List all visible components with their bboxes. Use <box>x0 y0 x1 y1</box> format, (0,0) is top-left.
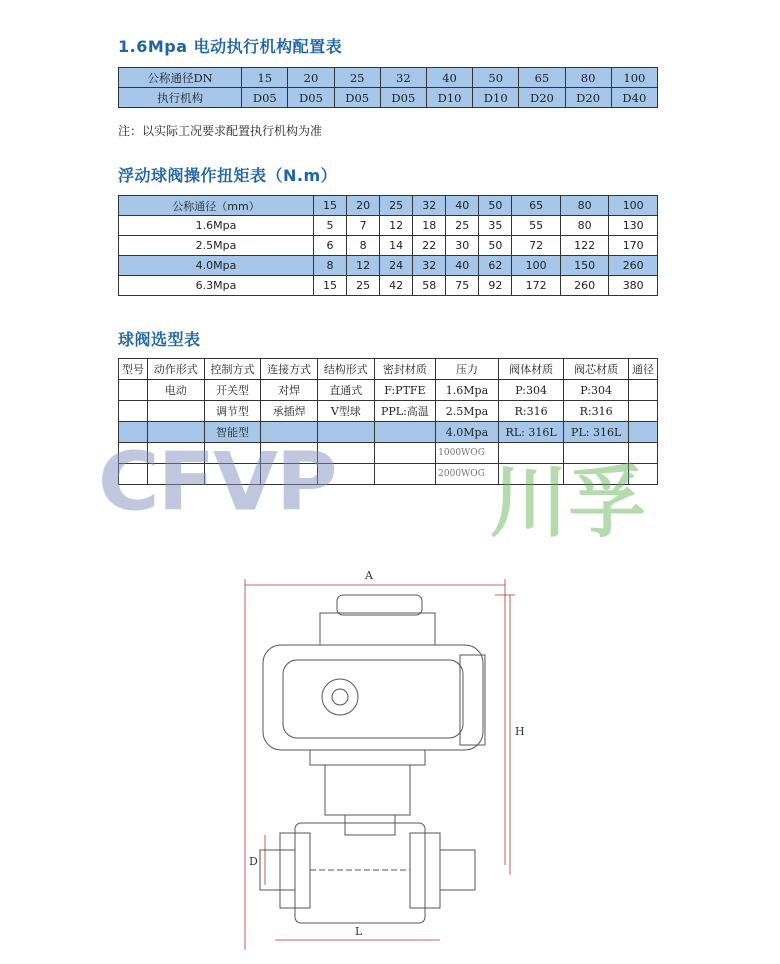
table-cell: 5 <box>314 216 347 236</box>
table-cell: 25 <box>380 196 413 216</box>
table-cell: 对焊 <box>261 380 318 401</box>
table-cell: 1.6Mpa <box>436 380 499 401</box>
table-row <box>119 88 658 108</box>
table-cell: 智能型 <box>204 422 261 443</box>
table-cell: 公称通径DN <box>119 68 242 88</box>
table-cell: 公称通径（mm） <box>119 196 314 216</box>
table-row <box>119 236 658 256</box>
table-cell: 22 <box>413 236 446 256</box>
watermark-logo-cn: 川孚 <box>490 458 647 548</box>
table-cell <box>374 443 436 464</box>
table-cell: 结构形式 <box>317 359 374 380</box>
table-cell: 12 <box>347 256 380 276</box>
table-cell: 通径 <box>628 359 657 380</box>
table-cell: 6.3Mpa <box>119 276 314 296</box>
table-cell: 压力 <box>436 359 499 380</box>
table-cell: D05 <box>242 88 288 108</box>
table-cell: 65 <box>512 196 561 216</box>
table-cell: 80 <box>560 196 609 216</box>
table-cell <box>374 422 436 443</box>
table-cell <box>119 401 148 422</box>
table-cell: 122 <box>560 236 609 256</box>
table-row <box>119 276 658 296</box>
table-cell: PPL:高温 <box>374 401 436 422</box>
table-cell: 15 <box>314 196 347 216</box>
table-cell: 18 <box>413 216 446 236</box>
table-cell <box>628 401 657 422</box>
table-cell: 50 <box>479 236 512 256</box>
table-cell: 6 <box>314 236 347 256</box>
actuator-config-table <box>118 67 658 108</box>
table-cell: 65 <box>519 68 565 88</box>
table-cell: P:304 <box>498 380 564 401</box>
table-cell: R:316 <box>498 401 564 422</box>
table-cell: 阀芯材质 <box>564 359 629 380</box>
table-cell: 62 <box>479 256 512 276</box>
table-cell: 调节型 <box>204 401 261 422</box>
table-row <box>119 68 658 88</box>
table-cell: 25 <box>334 68 380 88</box>
table-cell: D05 <box>288 88 334 108</box>
table-cell: 100 <box>512 256 561 276</box>
table-cell: 35 <box>479 216 512 236</box>
table-cell: V型球 <box>317 401 374 422</box>
table-cell: 15 <box>314 276 347 296</box>
selection-table-title: 球阀选型表 <box>118 330 201 349</box>
dim-d-label: D <box>249 855 258 868</box>
table-cell: 4.0Mpa <box>119 256 314 276</box>
table-cell: 20 <box>288 68 334 88</box>
table-cell: D40 <box>611 88 657 108</box>
table-cell: 2.5Mpa <box>436 401 499 422</box>
table-cell: 100 <box>611 68 657 88</box>
table-cell: 密封材质 <box>374 359 436 380</box>
valve-drawing <box>225 565 525 950</box>
table-cell: 40 <box>426 68 472 88</box>
table-cell: 电动 <box>147 380 204 401</box>
table-cell: 380 <box>609 276 658 296</box>
table-cell: D10 <box>426 88 472 108</box>
table-cell: 8 <box>314 256 347 276</box>
table-row <box>119 359 658 380</box>
table-cell: F:PTFE <box>374 380 436 401</box>
table-cell: 承插焊 <box>261 401 318 422</box>
table-cell <box>374 464 436 485</box>
table-cell: 动作形式 <box>147 359 204 380</box>
table-row <box>119 216 658 236</box>
table-cell: 12 <box>380 216 413 236</box>
table-row <box>119 401 658 422</box>
table-cell: 75 <box>446 276 479 296</box>
table-cell: 92 <box>479 276 512 296</box>
table-cell: 型号 <box>119 359 148 380</box>
table-cell <box>628 380 657 401</box>
table-cell <box>119 380 148 401</box>
table-cell: 7 <box>347 216 380 236</box>
config-table-title: 1.6Mpa 电动执行机构配置表 <box>118 37 343 56</box>
table-cell: 58 <box>413 276 446 296</box>
table-cell: R:316 <box>564 401 629 422</box>
table-cell: 25 <box>347 276 380 296</box>
table-cell: 直通式 <box>317 380 374 401</box>
table-cell: D10 <box>473 88 519 108</box>
table-cell: 开关型 <box>204 380 261 401</box>
table-cell: 172 <box>512 276 561 296</box>
table-row <box>119 256 658 276</box>
table-cell: 260 <box>560 276 609 296</box>
table-cell: 14 <box>380 236 413 256</box>
table-cell: 40 <box>446 196 479 216</box>
table-cell: 32 <box>413 196 446 216</box>
table-cell: 执行机构 <box>119 88 242 108</box>
table-cell: D20 <box>519 88 565 108</box>
table-cell <box>147 401 204 422</box>
table-cell: D05 <box>380 88 426 108</box>
table-cell: 4.0Mpa <box>436 422 499 443</box>
dim-a-label: A <box>365 569 373 582</box>
table-cell: 170 <box>609 236 658 256</box>
table-cell: 20 <box>347 196 380 216</box>
table-cell: 260 <box>609 256 658 276</box>
dim-h-label: H <box>515 725 525 738</box>
table-cell: P:304 <box>564 380 629 401</box>
table-cell: 42 <box>380 276 413 296</box>
table-cell: 32 <box>413 256 446 276</box>
table-cell: 2.5Mpa <box>119 236 314 256</box>
watermark-logo: CFVP <box>98 435 336 529</box>
table-cell: D20 <box>565 88 611 108</box>
table-cell: 40 <box>446 256 479 276</box>
table-cell: 80 <box>565 68 611 88</box>
table-cell: 控制方式 <box>204 359 261 380</box>
table-cell: 50 <box>473 68 519 88</box>
table-cell: 1.6Mpa <box>119 216 314 236</box>
table-cell: 72 <box>512 236 561 256</box>
table-cell: 130 <box>609 216 658 236</box>
table-cell: D05 <box>334 88 380 108</box>
config-note: 注：以实际工况要求配置执行机构为准 <box>118 124 323 138</box>
table-cell: 50 <box>479 196 512 216</box>
table-cell: 55 <box>512 216 561 236</box>
torque-table-title: 浮动球阀操作扭矩表（N.m） <box>118 166 338 185</box>
table-cell: RL: 316L <box>498 422 564 443</box>
table-cell: 24 <box>380 256 413 276</box>
torque-table <box>118 195 658 296</box>
table-cell: PL: 316L <box>564 422 629 443</box>
table-cell: 32 <box>380 68 426 88</box>
table-cell: 30 <box>446 236 479 256</box>
table-cell: 2000WOG <box>436 464 499 485</box>
dim-l-label: L <box>355 925 363 938</box>
table-cell: 阀体材质 <box>498 359 564 380</box>
table-cell: 1000WOG <box>436 443 499 464</box>
table-cell: 8 <box>347 236 380 256</box>
table-cell: 15 <box>242 68 288 88</box>
table-cell: 100 <box>609 196 658 216</box>
table-cell: 80 <box>560 216 609 236</box>
table-cell: 25 <box>446 216 479 236</box>
table-row <box>119 196 658 216</box>
table-cell: 连接方式 <box>261 359 318 380</box>
table-row <box>119 380 658 401</box>
table-cell: 150 <box>560 256 609 276</box>
